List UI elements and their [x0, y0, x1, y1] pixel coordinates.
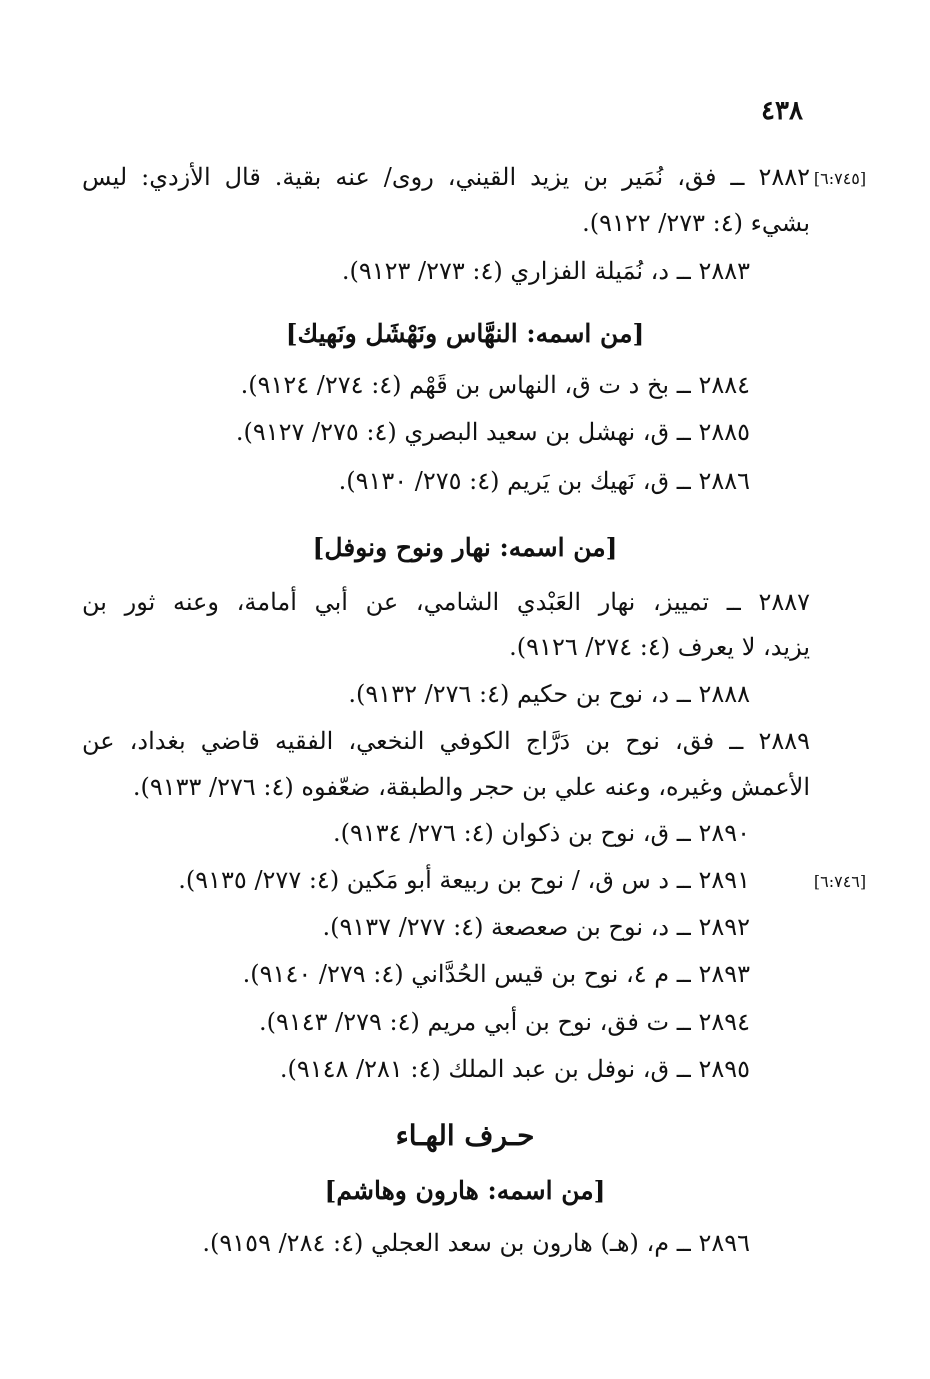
- section-heading: [من اسمه: النهَّاس ونَهْشَل ونَهيك]: [285, 319, 645, 348]
- entry-line: ٢٨٩٥ ــ ق، نوفل بن عبد الملك (٤: ٢٨١/ ٩١٤٨).: [279, 1055, 750, 1083]
- entry-line: يزيد، لا يعرف (٤: ٢٧٤/ ٩١٢٦).: [509, 633, 810, 661]
- entry-line: بشيء (٤: ٢٧٣/ ٩١٢٢).: [582, 209, 810, 237]
- section-heading: [من اسمه: هارون وهاشم]: [324, 1176, 606, 1205]
- margin-reference: [٦:٧٤٦]: [813, 872, 867, 891]
- entry-line: ٢٨٨٨ ــ د، نوح بن حكيم (٤: ٢٧٦/ ٩١٣٢).: [348, 680, 750, 708]
- entry-line: ٢٨٩٤ ــ ت فق، نوح بن أبي مريم (٤: ٢٧٩/ ٩١٤٣).: [258, 1008, 750, 1036]
- margin-reference: [٦:٧٤٥]: [813, 169, 867, 188]
- entry-line: ٢٨٩٢ ــ د، نوح بن صعصعة (٤: ٢٧٧/ ٩١٣٧).: [322, 913, 750, 941]
- entry-line: ٢٨٨٢ ــ فق، نُمَير بن يزيد القيني، روى/ عنه بقية. قال الأزدي: ليس: [82, 163, 810, 191]
- entry-line: ٢٨٩٠ ــ ق، نوح بن ذكوان (٤: ٢٧٦/ ٩١٣٤).: [332, 819, 750, 847]
- entry-line: ٢٨٨٣ ــ د، نُمَيلة الفزاري (٤: ٢٧٣/ ٩١٢٣).: [341, 257, 750, 285]
- entry-line: ٢٨٩٣ ــ م ٤، نوح بن قيس الحُدَّاني (٤: ٢٧٩/ ٩١٤٠).: [242, 960, 750, 988]
- page-number: ٤٣٨: [761, 96, 803, 126]
- entry-line: ٢٨٨٦ ــ ق، نَهيك بن يَريم (٤: ٢٧٥/ ٩١٣٠).: [338, 467, 750, 495]
- entry-line: ٢٨٨٩ ــ فق، نوح بن دَرَّاج الكوفي النخعي، الفقيه قاضي بغداد، عن: [82, 727, 810, 755]
- entry-line: ٢٨٨٤ ــ بخ د ت ق، النهاس بن قَهْم (٤: ٢٧٤/ ٩١٢٤).: [240, 371, 750, 399]
- entry-line: ٢٨٩٦ ــ م، (هـ) هارون بن سعد العجلي (٤: ٢٨٤/ ٩١٥٩).: [202, 1229, 750, 1257]
- entry-line: ٢٨٨٧ ــ تمييز، نهار العَبْدي الشامي، عن أبي أمامة، وعنه ثور بن: [82, 588, 810, 616]
- entry-line: ٢٨٨٥ ــ ق، نهشل بن سعيد البصري (٤: ٢٧٥/ ٩١٢٧).: [235, 418, 750, 446]
- letter-heading: حـرف الهـاء: [395, 1119, 535, 1152]
- entry-line: ٢٨٩١ ــ د س ق، / نوح بن ربيعة أبو مَكين (٤: ٢٧٧/ ٩١٣٥).: [178, 866, 750, 894]
- section-heading: [من اسمه: نهار ونوح ونوفل]: [312, 533, 618, 562]
- entry-line: الأعمش وغيره، وعنه علي بن حجر والطبقة، ضعّفوه (٤: ٢٧٦/ ٩١٣٣).: [132, 773, 810, 801]
